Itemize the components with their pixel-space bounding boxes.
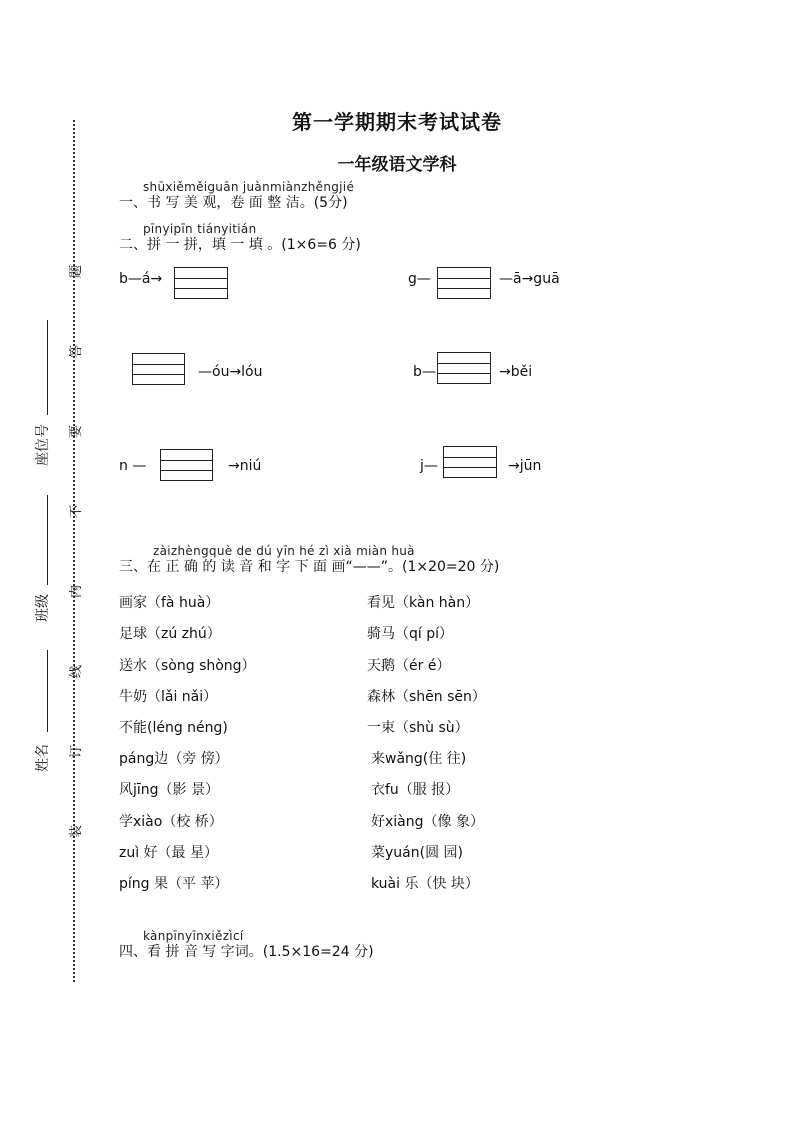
name-blank[interactable] <box>47 650 48 732</box>
q2-ex3-box[interactable] <box>132 353 185 385</box>
q4-pinyin: kànpīnyīnxiězìcí <box>143 929 244 943</box>
binding-char-7: 订 <box>69 744 85 759</box>
binding-char-6: 线 <box>69 664 85 679</box>
q2-ex6-box[interactable] <box>443 446 497 478</box>
q3-text: 三、在 正 确 的 读 音 和 字 下 面 画“——”。(1×20=20 分) <box>119 559 500 575</box>
q2-ex3-suffix: —óu→lóu <box>198 364 263 380</box>
q2-ex1-box[interactable] <box>174 267 228 299</box>
q4-text: 四、看 拼 音 写 字词。(1.5×16=24 分) <box>119 944 374 960</box>
q3-left-item[interactable]: píng 果（平 苹） <box>119 876 229 892</box>
exam-subtitle: 一年级语文学科 <box>337 155 457 175</box>
q3-right-item[interactable]: kuài 乐（快 块） <box>371 876 479 892</box>
q3-right-item[interactable]: 森林（shēn sēn） <box>367 689 486 705</box>
q3-left-item[interactable]: zuì 好（最 星） <box>119 845 219 861</box>
q1-pinyin: shūxiěměiguān juànmiànzhěngjié <box>143 180 355 194</box>
q2-ex6-suffix: →jūn <box>508 458 542 474</box>
q3-left-item[interactable]: 风jīng（影 景） <box>119 782 219 798</box>
q2-ex4-prefix: b— <box>413 364 436 380</box>
class-blank[interactable] <box>47 495 48 585</box>
q2-ex1-prefix: b—á→ <box>119 271 163 287</box>
q3-right-item[interactable]: 看见（kàn hàn） <box>367 595 480 611</box>
q3-right-item[interactable]: 骑马（qí pí） <box>367 626 454 642</box>
q3-left-item[interactable]: 足球（zú zhú） <box>119 626 221 642</box>
binding-dotted-line <box>73 120 75 982</box>
binding-char-2: 答 <box>69 344 85 359</box>
q3-left-item[interactable]: 不能(léng néng) <box>119 720 228 736</box>
name-label: 姓名 <box>35 744 51 772</box>
q2-ex2-prefix: g— <box>408 271 431 287</box>
q3-left-item[interactable]: 牛奶（lǎi nǎi） <box>119 689 218 705</box>
q2-ex5-box[interactable] <box>160 449 213 481</box>
q3-right-item[interactable]: 一束（shù sù） <box>367 720 469 736</box>
q1-text: 一、书 写 美 观，卷 面 整 洁。(5分) <box>119 195 348 211</box>
q2-ex5-suffix: →niú <box>228 458 262 474</box>
seat-number-blank[interactable] <box>47 320 48 415</box>
q3-pinyin: zàizhèngquè de dú yīn hé zì xià miàn huà <box>153 544 415 558</box>
q3-left-item[interactable]: 送水（sòng shòng） <box>119 658 256 674</box>
binding-char-1: 题 <box>69 264 85 279</box>
q3-right-item[interactable]: 天鹅（ér é） <box>367 658 451 674</box>
q2-ex2-box[interactable] <box>437 267 491 299</box>
q3-right-item[interactable]: 菜yuán(圆 园) <box>371 845 463 861</box>
q3-left-item[interactable]: 画家（fà huà） <box>119 595 220 611</box>
exam-title: 第一学期期末考试试卷 <box>292 110 502 134</box>
binding-char-4: 不 <box>69 504 85 519</box>
binding-char-5: 内 <box>69 584 85 599</box>
q3-right-item[interactable]: 好xiàng（像 象） <box>371 814 484 830</box>
q2-ex6-prefix: j— <box>420 458 438 474</box>
q2-pinyin: pīnyipīn tiányitián <box>143 222 257 236</box>
q3-right-item[interactable]: 来wǎng(住 往) <box>371 751 467 767</box>
binding-char-8: 装 <box>69 824 85 839</box>
q2-ex2-suffix: —ā→guā <box>499 271 560 287</box>
q3-left-item[interactable]: páng边（旁 傍） <box>119 751 229 767</box>
class-label: 班级 <box>35 594 51 622</box>
q3-left-item[interactable]: 学xiào（校 桥） <box>119 814 223 830</box>
seat-number-label: 座位号 <box>35 424 51 466</box>
q2-text: 二、拼 一 拼，填 一 填 。(1×6=6 分) <box>119 237 361 253</box>
q2-ex4-box[interactable] <box>437 352 491 384</box>
binding-char-3: 要 <box>69 424 85 439</box>
q3-right-item[interactable]: 衣fu（服 报） <box>371 782 460 798</box>
q2-ex4-suffix: →běi <box>499 364 533 380</box>
q2-ex5-prefix: n — <box>119 458 147 474</box>
